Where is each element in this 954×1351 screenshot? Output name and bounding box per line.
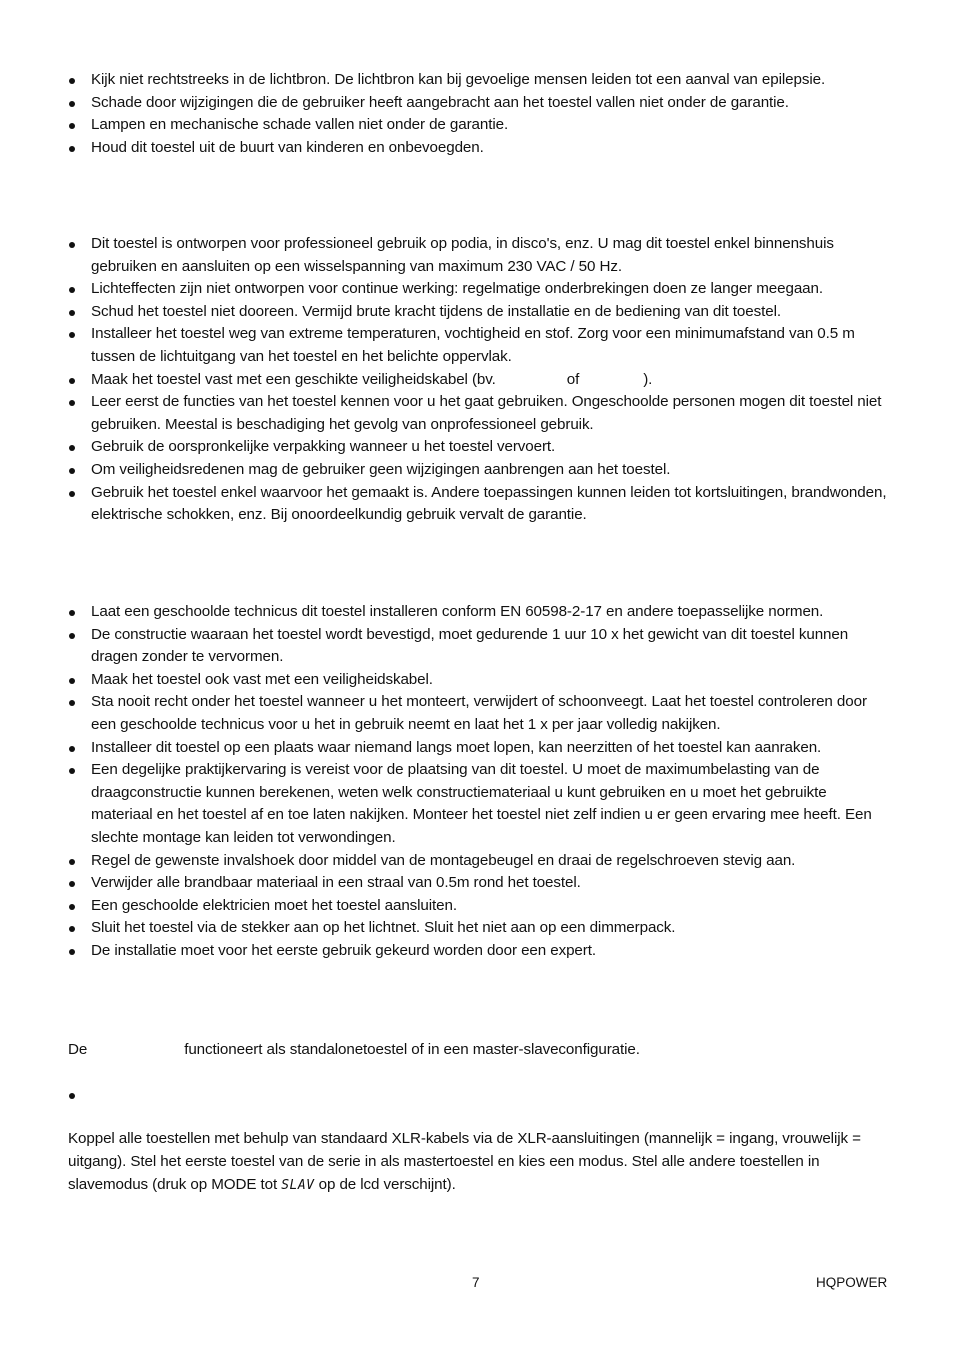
list-item: De constructie waaraan het toestel wordt bevestigd, moet gedurende 1 uur 10 x het gewicht van dit toestel kunnen dragen zonder te vervormen.	[68, 624, 888, 669]
list-item: Laat een geschoolde technicus dit toestel installeren conform EN 60598-2-17 en andere toepasselijke normen.	[68, 601, 888, 624]
usage-guidelines-list	[68, 233, 888, 527]
list-item: Leer eerst de functies van het toestel kennen voor u het gaat gebruiken. Ongeschoolde personen mogen dit toestel niet gebruiken. Meestal is beschadiging het gevolg van onprofessioneel gebruik.	[68, 391, 888, 436]
list-item: Lampen en mechanische schade vallen niet onder de garantie.	[68, 114, 888, 137]
brand-footer: HQPOWER	[816, 1275, 888, 1290]
mode-list	[68, 1084, 888, 1107]
list-item: Maak het toestel ook vast met een veiligheidskabel.	[68, 669, 888, 692]
operation-intro	[68, 1038, 888, 1061]
safety-cable-text: Maak het toestel vast met een geschikte veiligheidskabel (bv.	[91, 370, 496, 388]
list-item: Dit toestel is ontworpen voor professioneel gebruik op podia, in disco's, enz. U mag dit toestel enkel binnenshuis gebruiken en aansluiten op een wisselspanning van maximum 230 VAC / 50 Hz.	[68, 233, 888, 278]
closing-paren: ).	[643, 370, 653, 388]
list-item: De installatie moet voor het eerste gebruik gekeurd worden door een expert.	[68, 940, 888, 963]
page-number: 7	[472, 1275, 480, 1290]
intro-de: De	[68, 1041, 88, 1058]
list-item: Sta nooit recht onder het toestel wanneer u het monteert, verwijdert of schoonveegt. Laat het toestel controleren door een geschoolde technicus voor u het in gebruik neemt en laat het 1 x per jaar volledig nakijken.	[68, 691, 888, 736]
list-item: Installeer dit toestel op een plaats waar niemand langs moet lopen, kan neerzitten of het toestel kan aanraken.	[68, 737, 888, 760]
list-item: Gebruik het toestel enkel waarvoor het gemaakt is. Andere toepassingen kunnen leiden tot kortsluitingen, brandwonden, elektrische schokken, enz. Bij onoordeelkundig gebruik vervalt de garantie.	[68, 482, 888, 527]
list-item: Gebruik de oorspronkelijke verpakking wanneer u het toestel vervoert.	[68, 436, 888, 459]
list-item: Om veiligheidsredenen mag de gebruiker geen wijzigingen aanbrengen aan het toestel.	[68, 459, 888, 482]
list-item	[68, 369, 888, 392]
installation-list	[68, 601, 888, 963]
list-item: Verwijder alle brandbaar materiaal in een straal van 0.5m rond het toestel.	[68, 872, 888, 895]
list-item: Lichteffecten zijn niet ontworpen voor continue werking: regelmatige onderbrekingen doen ze langer meegaan.	[68, 278, 888, 301]
master-slave-text-end: op de lcd verschijnt).	[318, 1176, 456, 1193]
or-text: of	[566, 370, 580, 388]
list-item: Houd dit toestel uit de buurt van kinderen en onbevoegden.	[68, 137, 888, 160]
list-item: Installeer het toestel weg van extreme temperaturen, vochtigheid en stof. Zorg voor een minimumafstand van 0.5 m tussen de lichtuitgang van het toestel en het belichte oppervlak.	[68, 323, 888, 368]
intro-rest: functioneert als standalonetoestel of in een master-slaveconfiguratie.	[184, 1041, 640, 1058]
list-item: Sluit het toestel via de stekker aan op het lichtnet. Sluit het niet aan op een dimmerpack.	[68, 917, 888, 940]
lcd-slav-indicator: SLAV	[281, 1178, 315, 1193]
empty-list-item	[68, 1084, 888, 1107]
list-item: Schud het toestel niet dooreen. Vermijd brute kracht tijdens de installatie en de bediening van dit toestel.	[68, 301, 888, 324]
list-item: Een geschoolde elektricien moet het toestel aansluiten.	[68, 895, 888, 918]
master-slave-text: Koppel alle toestellen met behulp van standaard XLR-kabels via de XLR-aansluitingen (mannelijk = ingang, vrouwelijk = uitgang). Stel het eerste toestel van de serie in als mastertoestel en kies een modus. Stel alle andere toestellen in slavemodus (druk op MODE tot	[68, 1130, 861, 1193]
list-item: Een degelijke praktijkervaring is vereist voor de plaatsing van dit toestel. U moet de maximumbelasting van de draagconstructie kunnen berekenen, weten welk constructiemateriaal u kunt gebruiken en u moet het gebruikte materiaal en het toestel af en toe laten nakijken. Monteer het toestel niet zelf indien u er geen ervaring mee heeft. Een slechte montage kan leiden tot verwondingen.	[68, 759, 888, 849]
master-slave-paragraph	[68, 1127, 888, 1197]
list-item: Schade door wijzigingen die de gebruiker heeft aangebracht aan het toestel vallen niet onder de garantie.	[68, 92, 888, 115]
list-item: Kijk niet rechtstreeks in de lichtbron. De lichtbron kan bij gevoelige mensen leiden tot een aanval van epilepsie.	[68, 69, 888, 92]
list-item: Regel de gewenste invalshoek door middel van de montagebeugel en draai de regelschroeven stevig aan.	[68, 850, 888, 873]
safety-list-general	[68, 69, 888, 159]
